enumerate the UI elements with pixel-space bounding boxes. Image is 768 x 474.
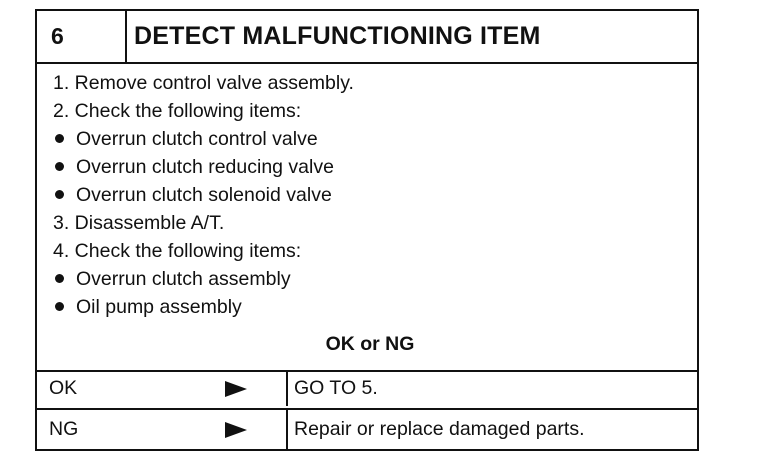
step-number: 6 bbox=[37, 11, 127, 62]
inspection-step-box bbox=[35, 9, 699, 451]
ok-or-ng-label: OK or NG bbox=[325, 333, 415, 355]
procedure-line: 1. Remove control valve assembly. bbox=[53, 72, 354, 94]
arrow-right-icon bbox=[225, 381, 247, 397]
result-ng-label: NG bbox=[49, 418, 79, 440]
bullet-icon bbox=[55, 162, 64, 171]
procedure-line: 2. Check the following items: bbox=[53, 100, 302, 122]
bullet-icon bbox=[55, 134, 64, 143]
result-ng-action: Repair or replace damaged parts. bbox=[286, 410, 585, 449]
bullet-icon bbox=[55, 302, 64, 311]
bullet-icon bbox=[55, 274, 64, 283]
check-item: Overrun clutch solenoid valve bbox=[53, 181, 673, 209]
result-row-ok bbox=[37, 370, 697, 406]
procedure-list bbox=[53, 69, 673, 321]
procedure-line: 4. Check the following items: bbox=[53, 240, 302, 262]
procedure-line: 3. Disassemble A/T. bbox=[53, 212, 225, 234]
result-ok-label: OK bbox=[49, 377, 78, 399]
check-item: Oil pump assembly bbox=[53, 293, 673, 321]
check-item: Overrun clutch reducing valve bbox=[53, 153, 673, 181]
step-title: DETECT MALFUNCTIONING ITEM bbox=[134, 22, 541, 50]
bullet-icon bbox=[55, 190, 64, 199]
step-header bbox=[37, 11, 697, 64]
check-item: Overrun clutch control valve bbox=[53, 125, 673, 153]
check-item: Overrun clutch assembly bbox=[53, 265, 673, 293]
result-row-ng bbox=[37, 408, 697, 449]
result-ok-action: GO TO 5. bbox=[286, 372, 378, 406]
arrow-right-icon bbox=[225, 422, 247, 438]
